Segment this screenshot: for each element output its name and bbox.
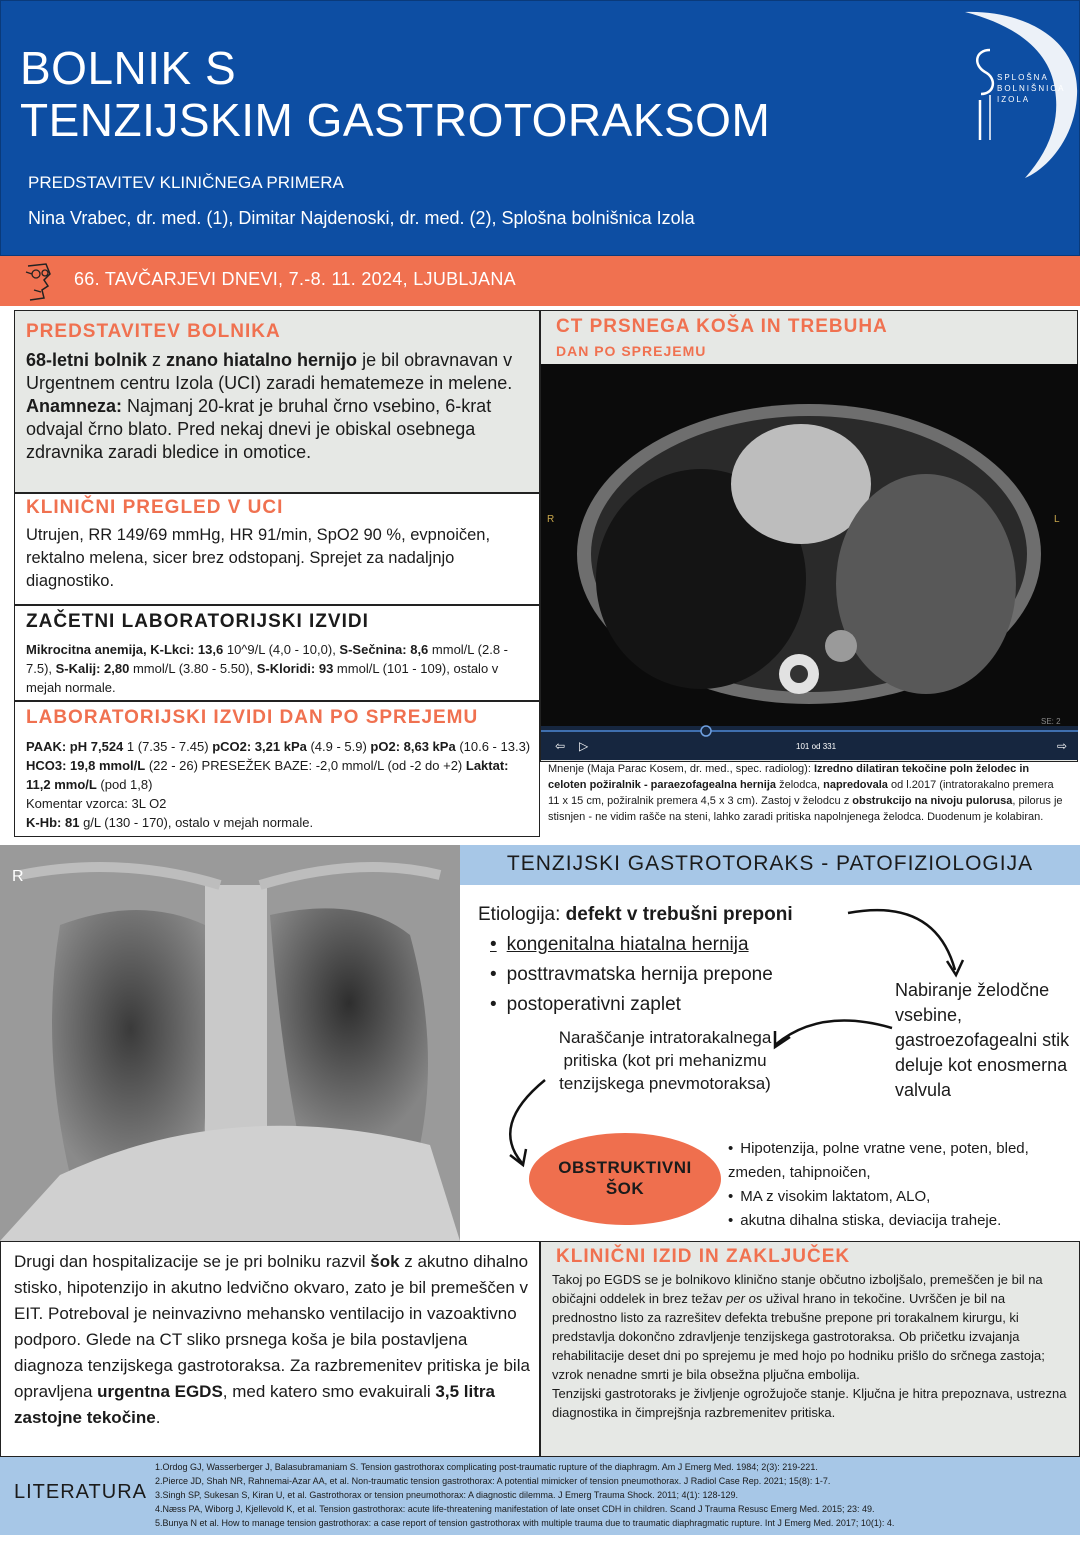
followup-labs-text	[26, 737, 531, 832]
anamnesis-text: Najmanj 20-krat je bruhal črno vsebino, 6-krat odvajal črno blato. Pred nekaj dnevi je obiskal osebnega zdravnika zaradi bledice in omotice.	[26, 396, 492, 462]
lab-range: (22 - 26) PRESEŽEK BAZE: -2,0 mmol/L (od -2 do +2)	[145, 758, 466, 773]
logo-text-line: IZOLA	[997, 95, 1031, 104]
title-line-2: TENZIJSKIM GASTROTORAKSOM	[20, 94, 771, 146]
poster-subtitle: PREDSTAVITEV KLINIČNEGA PRIMERA	[28, 173, 344, 192]
hospital-logo-text	[997, 72, 1065, 105]
lab-value: pCO2: 3,21 kPa	[212, 739, 307, 754]
list-item	[728, 1209, 1073, 1233]
lab-value: S-Sečnina: 8,6	[339, 642, 429, 657]
logo-text-line: BOLNIŠNICA	[997, 84, 1066, 93]
report-text: od l.2017 (intratorakalno premera 11 x 15 cm, požiralnik premera 4,5 x 3 cm). Zastoj v želodcu z	[548, 779, 1054, 807]
cause-text: postoperativni zaplet	[506, 994, 681, 1015]
patient-text	[26, 349, 531, 464]
conclusion-italic: per os	[726, 1291, 763, 1306]
lab-value: Laktat: 11,2 mmo/L	[26, 758, 509, 792]
poster-title	[20, 42, 770, 146]
report-text: Mnenje (Maja Parac Kosem, dr. med., spec. radiolog):	[548, 763, 814, 775]
lab-value: Mikrocitna anemija, K-Lkci: 13,6	[26, 642, 224, 657]
shock-line: ŠOK	[605, 1179, 645, 1198]
exam-text: Utrujen, RR 149/69 mmHg, HR 91/min, SpO2 90 %, evpnoičen, rektalno melena, sicer brez odstopanj. Sprejet za nadaljnjo diagnostiko.	[26, 526, 491, 590]
xray-label-r: R	[12, 868, 24, 885]
list-item	[490, 990, 793, 1020]
reference-item: 5.Bunya N et al. How to manage tension gastrothorax: a case report of tension gastrothorax with multiple trauma due to traumatic diaphragmatic rupture. Int J Emerg Med. 2017; 10(1): 4.	[155, 1518, 895, 1528]
lab-value: PAAK: pH 7,524	[26, 739, 124, 754]
lab-range: (pod 1,8)	[96, 777, 153, 792]
ct-radiology-report	[548, 761, 1068, 825]
report-text: , pilorus je stisnjen - ne vidim rašče na steni, lahko zaradi pritiska napolnjenega želodca. Duodenum je kolabiran.	[548, 795, 1063, 823]
ct-next-icon[interactable]: ⇨	[1057, 739, 1068, 753]
collection-step: Nabiranje želodčne vsebine, gastroezofagealni stik deluje kot enosmerna valvula	[895, 980, 1070, 1100]
ct-slice-counter: 101 od 331	[796, 742, 837, 751]
conclusion-heading: KLINIČNI IZID IN ZAKLJUČEK	[556, 1246, 851, 1267]
ct-scan-drawing	[541, 364, 1078, 760]
lab-range: (10.6 - 13.3)	[455, 739, 531, 754]
lab-value: S-Kloridi: 93	[256, 661, 334, 676]
patient-text-span: je bil obravnavan v Urgentnem centru Izola (UCI) zaradi hematemeze in melene.	[26, 350, 513, 393]
arrow-etiology-to-collect	[848, 910, 955, 970]
pathophysiology-title: TENZIJSKI GASTROTORAKS - PATOFIZIOLOGIJA	[506, 852, 1034, 875]
conference-face-logo-icon	[22, 260, 56, 304]
ct-label-r: R	[547, 514, 555, 525]
ct-first-icon[interactable]: ⇦	[555, 739, 566, 753]
etiology-block	[478, 900, 793, 1020]
exam-heading: KLINIČNI PREGLED V UCI	[26, 497, 284, 518]
etiology-defect: defekt v trebušni preponi	[565, 904, 793, 925]
title-line-1: BOLNIK S	[20, 42, 237, 94]
lab-value: K-Hb: 81	[26, 815, 80, 830]
symptom-text: akutna dihalna stiska, deviacija traheje.	[740, 1212, 1002, 1229]
ct-slice-slider[interactable]	[701, 726, 711, 736]
pressure-step: Naraščanje intratorakalnega pritiska (kot pri mehanizmu tenzijskega pnevmotoraksa)	[558, 1028, 772, 1093]
report-bold: Izredno dilatiran tekočine poln želodec in celoten požiralnik - paraezofagealna hernija	[548, 763, 1030, 791]
symptoms-list	[728, 1137, 1073, 1233]
anamnesis-label: Anamneza:	[26, 396, 123, 416]
course-bold: urgentna EGDS	[97, 1382, 223, 1401]
literature-list	[155, 1460, 1075, 1530]
patient-age-bold: 68-letni bolnik	[26, 350, 148, 370]
ct-subheading: DAN PO SPREJEMU	[556, 343, 707, 359]
conclusion-final: Tenzijski gastrotoraks je življenje ogrožujoče stanje. Ključna je hitra prepoznava, ustrezna diagnostika in čimprejšnja razbremenitev pritiska.	[552, 1386, 1067, 1420]
ct-play-icon[interactable]: ▷	[579, 739, 589, 753]
lab-range: mmol/L (101 - 109), ostalo v mejah normale.	[26, 661, 499, 695]
ct-label-l: L	[1054, 514, 1060, 525]
initial-labs-text	[26, 640, 531, 697]
conclusion-span: užival hrano in tekočine. Uvrščen je bil na prednostno listo za razrešitev defekta trebušne prepone pri torakalnem kirurgu, ki predstavlja dokončno zdravljenje tenzijskega gastrotoraksa. Ob pričetku izvajanja rehabilitacije deset dni po sprejemu je med hojo po hodniku prišlo do srčnega zastoja; vzrok nenadne smrti je bila obsežna pljučna embolija.	[552, 1291, 1045, 1382]
etiology-causes-list	[490, 930, 793, 1020]
arrow-collect-to-pressure	[775, 1021, 892, 1045]
ct-heading: CT PRSNEGA KOŠA IN TREBUHA	[556, 316, 888, 337]
cause-text: kongenitalna hiatalna hernija	[506, 934, 749, 955]
reference-item: 3.Singh SP, Sukesan S, Kiran U, et al. Gastrothorax or tension pneumothorax: A diagnostic dilemma. J Emerg Trauma Shock. 2011; 4(1): 128-129.	[155, 1490, 738, 1500]
list-item	[490, 960, 793, 990]
etiology-line	[478, 900, 793, 930]
symptoms-block	[728, 1137, 1073, 1233]
patient-text-span: z	[147, 350, 167, 370]
etiology-label: Etiologija:	[478, 904, 566, 925]
report-text: želodca,	[776, 779, 824, 791]
conclusion-text	[552, 1270, 1072, 1422]
reference-item: 2.Pierce JD, Shah NR, Rahnemai-Azar AA, et al. Non-traumatic tension gastrothorax: A potential mimicker of tension pneumothorax. J Radiol Case Rep. 2021; 15(8): 1-7.	[155, 1476, 831, 1486]
lab-range: mmol/L (2.8 - 7.5),	[26, 642, 508, 676]
literature-label: LITERATURA	[14, 1481, 147, 1503]
chest-xray-image	[0, 845, 460, 1241]
conference-text: 66. TAVČARJEVI DNEVI, 7.-8. 11. 2024, LJUBLJANA	[74, 269, 516, 289]
course-bold: 3,5 litra zastojne tekočine	[14, 1382, 495, 1427]
lab-range: mmol/L (3.80 - 5.50),	[129, 661, 257, 676]
report-bold: obstrukcijo na nivoju pulorusa	[852, 795, 1013, 807]
ct-label-se: SE: 2	[1041, 717, 1061, 726]
lab-value: pO2: 8,63 kPa	[370, 739, 456, 754]
lab-range: 1 (7.35 - 7.45)	[123, 739, 213, 754]
chest-xray-drawing	[0, 845, 460, 1241]
poster-authors: Nina Vrabec, dr. med. (1), Dimitar Najdenoski, dr. med. (2), Splošna bolnišnica Izola	[28, 208, 695, 228]
list-item	[490, 930, 793, 960]
list-item	[728, 1137, 1073, 1185]
symptom-text: MA z visokim laktatom, ALO,	[740, 1188, 931, 1205]
lab-range: (4.9 - 5.9)	[306, 739, 371, 754]
patient-hernia-bold: znano hiatalno hernijo	[166, 350, 358, 370]
cause-text: posttravmatska hernija prepone	[506, 964, 773, 985]
ct-scan-image	[541, 364, 1078, 760]
list-item	[728, 1185, 1073, 1209]
conclusion-span: Takoj po EGDS se je bolnikovo klinično stanje občutno izboljšalo, premeščen je bil na običajni oddelek in brez težav	[552, 1272, 1043, 1306]
lab-range: g/L (130 - 170), ostalo v mejah normale.	[79, 815, 314, 830]
reference-item: 4.Næss PA, Wiborg J, Kjellevold K, et al. Tension gastrothorax: acute life-threatening manifestation of late onset CDH in children. Scand J Trauma Resusc Emerg Med. 2015; 23: 49.	[155, 1504, 875, 1514]
report-bold: napredovala	[823, 779, 888, 791]
lab-value: HCO3: 19,8 mmol/L	[26, 758, 146, 773]
patient-heading: PREDSTAVITEV BOLNIKA	[26, 321, 281, 342]
course-span: Drugi dan hospitalizacije se je pri bolniku razvil	[14, 1252, 371, 1271]
course-span: , med katero smo evakuirali	[222, 1382, 436, 1401]
course-span: .	[155, 1408, 161, 1427]
followup-labs-heading: LABORATORIJSKI IZVIDI DAN PO SPREJEMU	[26, 707, 479, 728]
reference-item: 1.Ordog GJ, Wasserberger J, Balasubramaniam S. Tension gastrothorax complicating post-traumatic rupture of the diaphragm. Am J Emerg Med. 1984; 2(3): 219-221.	[155, 1462, 818, 1472]
initial-labs-heading: ZAČETNI LABORATORIJSKI IZVIDI	[26, 611, 369, 632]
course-bold: šok	[370, 1252, 400, 1271]
course-span: z akutno dihalno stisko, hipotenzijo in akutno ledvično okvaro, zato je bil premeščen v EIT. Potreboval je neinvazivno mehansko ventilacijo in vazoaktivno podporo. Glede na CT sliko prsnega koša je bila postavljena diagnoza tenzijskega gastrotoraksa. Za razbremenitev pritiska je bila opravljena	[14, 1252, 530, 1401]
logo-text-line: SPLOŠNA	[997, 73, 1049, 82]
lab-value: S-Kalij: 2,80	[55, 661, 130, 676]
shock-line: OBSTRUKTIVNI	[558, 1158, 692, 1177]
shock-label	[529, 1157, 721, 1199]
course-text	[14, 1249, 534, 1431]
sample-comment: Komentar vzorca: 3L O2	[26, 796, 167, 811]
symptom-text: Hipotenzija, polne vratne vene, poten, bled, zmeden, tahipnoičen,	[728, 1140, 1029, 1181]
lab-range: 10^9/L (4,0 - 10,0),	[223, 642, 340, 657]
